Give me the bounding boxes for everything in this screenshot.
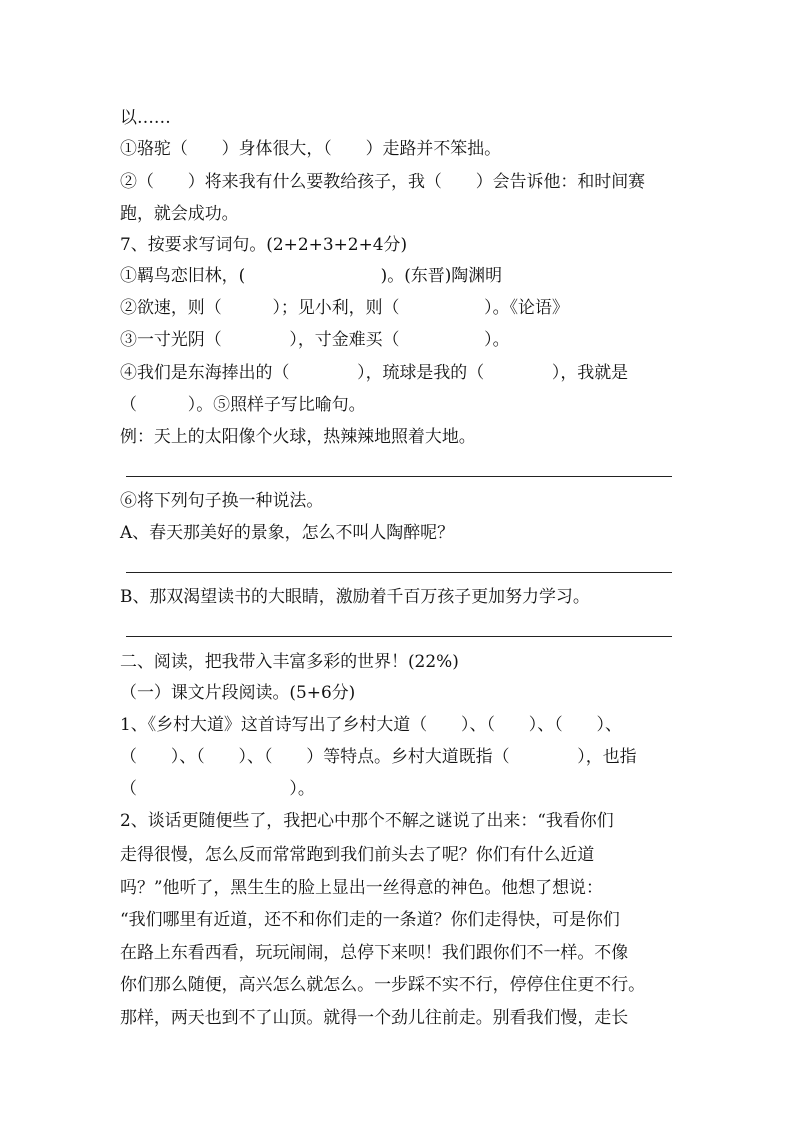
question-line: ①羁鸟恋旧林，( )。(东晋)陶渊明 [120,265,503,285]
question-line: （ ）。 [120,778,315,798]
passage-line: 那样，两天也到不了山顶。就得一个劲儿往前走。别看我们慢，走长 [120,1007,629,1027]
question-line: 1、《乡村大道》这首诗写出了乡村大道（ ）、（ ）、（ ）、 [120,714,622,734]
subsection-heading: （一）课文片段阅读。(5+6分) [120,682,356,702]
passage-line: 吗？”他听了，黑生生的脸上显出一丝得意的神色。他想了想说： [120,877,603,897]
passage-line: 你们那么随便，高兴怎么就怎么。一步踩不实不行，停停住住更不行。 [120,974,646,994]
question-line: ③一寸光阴（ ），寸金难买（ ）。 [120,329,510,349]
answer-line [126,476,672,477]
answer-line [126,636,672,637]
question-line: ①骆驼（ ）身体很大，（ ）走路并不笨拙。 [120,138,502,158]
section-heading: 二、阅读，把我带入丰富多彩的世界！(22%) [120,651,459,671]
question-line: ⑥将下列句子换一种说法。 [120,490,324,510]
passage-line: 2、谈话更随便些了，我把心中那个不解之谜说了出来：“我看你们 [120,810,614,830]
answer-line [126,572,672,573]
question-line: ②（ ）将来我有什么要教给孩子，我（ ）会告诉他：和时间赛 [120,171,646,191]
question-line: ④我们是东海捧出的（ ），琉球是我的（ ），我就是 [120,362,629,382]
passage-line: “我们哪里有近道，还不和你们走的一条道？你们走得快，可是你们 [120,909,620,929]
passage-line: 走得很慢，怎么反而常常跑到我们前头去了呢？你们有什么近道 [120,844,595,864]
section-heading: 7、按要求写词句。(2+2+3+2+4分) [120,234,408,254]
question-line: （ ）、（ ）、（ ）等特点。乡村大道既指（ ），也指 [120,746,637,766]
text-line: 以…… [120,107,171,127]
question-line: A、春天那美好的景象，怎么不叫人陶醉呢？ [120,522,455,542]
question-line: ②欲速，则（ ）；见小利，则（ ）。《论语》 [120,297,569,317]
question-line: 跑，就会成功。 [120,203,239,223]
question-line: B、那双渴望读书的大眼睛，激励着千百万孩子更加努力学习。 [120,586,590,606]
question-line: （ ）。⑤照样子写比喻句。 [120,394,366,414]
example-line: 例：天上的太阳像个火球，热辣辣地照着大地。 [120,426,476,446]
passage-line: 在路上东看西看，玩玩闹闹，总停下来呗！我们跟你们不一样。不像 [120,942,629,962]
